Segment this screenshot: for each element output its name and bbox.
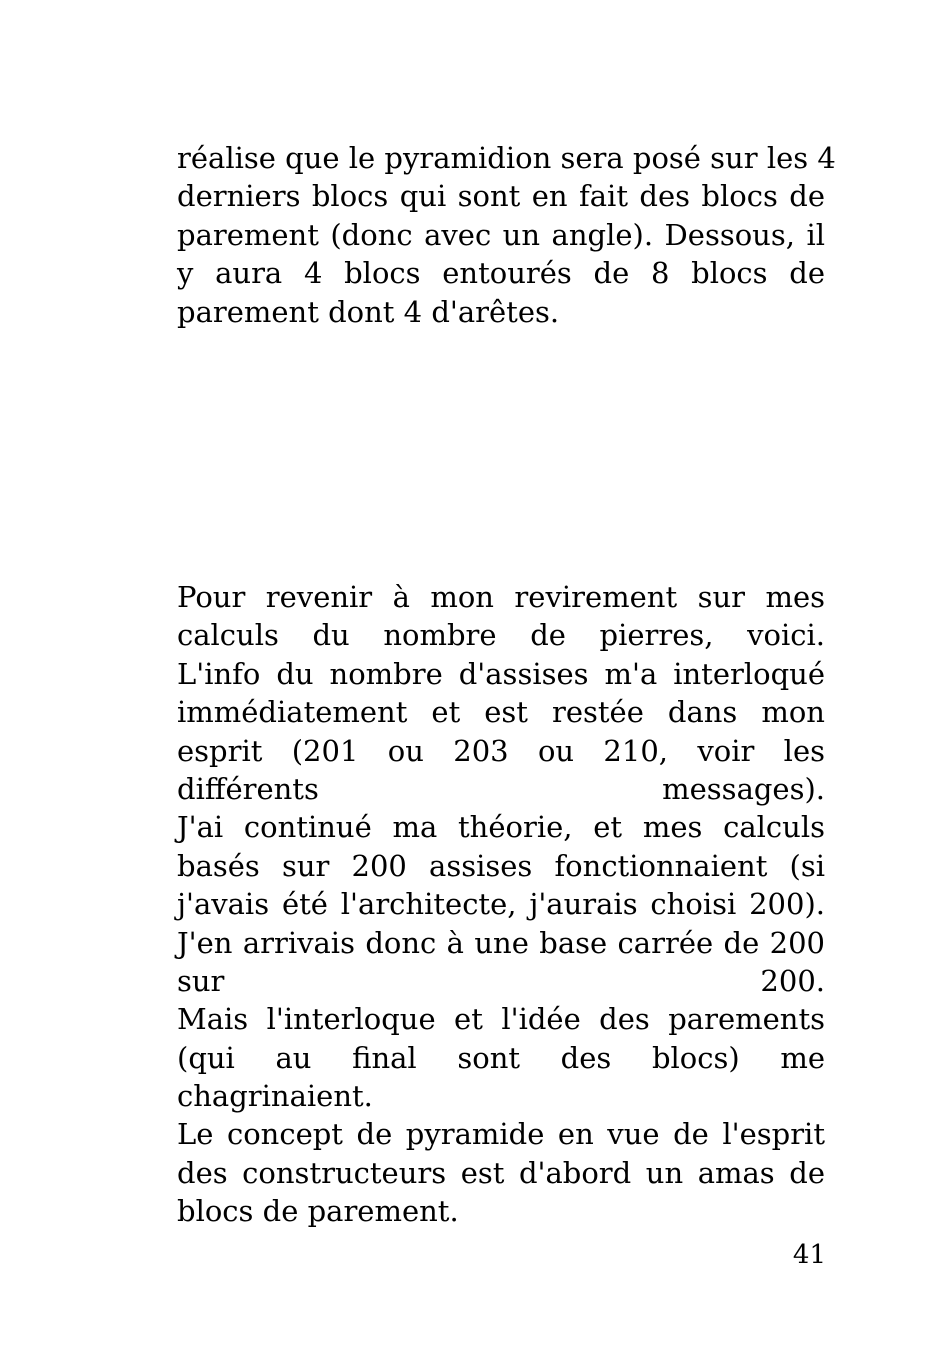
- text-line: esprit (201 ou 203 ou 210, voir les: [177, 733, 825, 768]
- page-number: 41: [792, 1240, 826, 1270]
- text-line: basés sur 200 assises fonctionnaient (si: [177, 848, 825, 883]
- text-line: (qui au final sont des blocs) me: [177, 1040, 825, 1075]
- text-line: différents messages).: [177, 771, 825, 806]
- text-line: calculs du nombre de pierres, voici.: [177, 618, 825, 653]
- text-line: derniers blocs qui sont en fait des blocs de: [177, 179, 825, 214]
- text-line: immédiatement et est restée dans mon: [177, 695, 825, 730]
- text-line: sur 200.: [177, 963, 825, 998]
- text-line: Le concept de pyramide en vue de l'esprit: [177, 1117, 825, 1152]
- text-line: y aura 4 blocs entourés de 8 blocs de: [177, 256, 825, 291]
- paragraph-2: [177, 578, 825, 1231]
- text-line: Pour revenir à mon revirement sur mes: [177, 580, 825, 614]
- text-line: J'ai continué ma théorie, et mes calculs: [177, 810, 825, 845]
- text-line: j'avais été l'architecte, j'aurais choisi 200).: [177, 887, 825, 922]
- text-line: parement (donc avec un angle). Dessous, il: [177, 217, 825, 252]
- text-line: blocs de parement.: [177, 1194, 459, 1229]
- text-line: des constructeurs est d'abord un amas de: [177, 1155, 825, 1190]
- text-line: J'en arrivais donc à une base carrée de 200: [177, 925, 825, 960]
- text-line: parement dont 4 d'arêtes.: [177, 294, 560, 329]
- text-line: L'info du nombre d'assises m'a interloqué: [177, 656, 825, 691]
- text-line: réalise que le pyramidion sera posé sur les 4: [177, 141, 836, 175]
- paragraph-1: [177, 139, 836, 331]
- text-line: Mais l'interloque et l'idée des parements: [177, 1002, 825, 1037]
- text-line: chagrinaient.: [177, 1079, 373, 1114]
